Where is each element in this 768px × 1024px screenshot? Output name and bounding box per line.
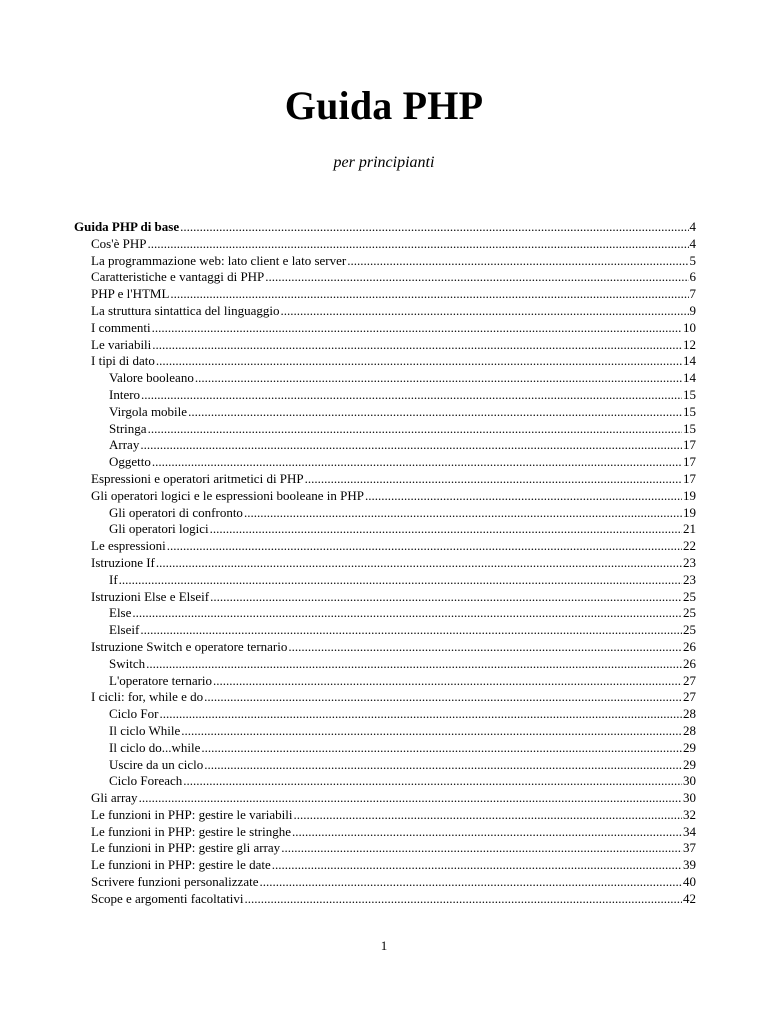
toc-entry[interactable] [74, 689, 696, 706]
toc-dot-leader [292, 824, 682, 841]
toc-subentry[interactable] [74, 387, 696, 404]
toc-entry-page: 14 [683, 353, 696, 369]
toc-entry-title: Array [109, 437, 140, 453]
toc-entry[interactable] [74, 589, 696, 606]
toc-dot-leader [119, 572, 682, 589]
toc-entry-title: Scope e argomenti facoltativi [91, 890, 244, 906]
toc-subentry[interactable] [74, 370, 696, 387]
toc-dot-leader [244, 891, 682, 908]
toc-dot-leader [244, 505, 682, 522]
toc-dot-leader [180, 219, 688, 236]
toc-entry-page: 23 [683, 571, 696, 587]
toc-entry-page: 17 [683, 454, 696, 470]
toc-dot-leader [265, 269, 688, 286]
toc-entry-title: Le funzioni in PHP: gestire gli array [91, 840, 281, 856]
toc-entry[interactable] [74, 538, 696, 555]
toc-dot-leader [152, 337, 682, 354]
toc-entry-page: 28 [683, 722, 696, 738]
toc-entry-title: Guida PHP di base [74, 219, 180, 234]
toc-subentry[interactable] [74, 706, 696, 723]
toc-entry-page: 29 [683, 756, 696, 772]
toc-entry-page: 4 [689, 235, 696, 251]
toc-entry-page: 39 [683, 857, 696, 873]
toc-entry-page: 25 [683, 588, 696, 604]
toc-subentry[interactable] [74, 773, 696, 790]
toc-entry-title: Virgola mobile [109, 403, 188, 419]
toc-entry-title: Intero [109, 386, 141, 402]
toc-entry-title: Oggetto [109, 454, 151, 470]
toc-entry[interactable] [74, 840, 696, 857]
toc-entry[interactable] [74, 337, 696, 354]
toc-subentry[interactable] [74, 740, 696, 757]
toc-entry-page: 29 [683, 739, 696, 755]
toc-dot-leader [210, 589, 682, 606]
toc-entry-page: 15 [683, 403, 696, 419]
table-of-contents [74, 219, 696, 908]
toc-subentry[interactable] [74, 521, 696, 538]
toc-entry[interactable] [74, 236, 696, 253]
document-title: Guida PHP [284, 83, 484, 128]
toc-subentry[interactable] [74, 605, 696, 622]
toc-entry-page: 23 [683, 554, 696, 570]
toc-entry-title: I commenti [91, 319, 151, 335]
toc-entry-title: La struttura sintattica del linguaggio [91, 302, 280, 318]
toc-subentry[interactable] [74, 757, 696, 774]
toc-dot-leader [201, 740, 682, 757]
toc-entry-page: 40 [683, 874, 696, 890]
toc-entry-title: Le variabili [91, 336, 152, 352]
toc-entry-title: Istruzione Switch e operatore ternario [91, 638, 288, 654]
toc-entry-title: Il ciclo While [109, 722, 181, 738]
toc-entry[interactable] [74, 807, 696, 824]
toc-entry[interactable] [74, 857, 696, 874]
toc-entry[interactable] [74, 639, 696, 656]
toc-dot-leader [152, 320, 682, 337]
toc-entry-title: Scrivere funzioni personalizzate [91, 874, 259, 890]
toc-entry-page: 10 [683, 319, 696, 335]
toc-dot-leader [140, 622, 682, 639]
toc-entry-page: 25 [683, 605, 696, 621]
toc-dot-leader [188, 404, 682, 421]
toc-entry-page: 26 [683, 655, 696, 671]
toc-entry-title: Caratteristiche e vantaggi di PHP [91, 269, 265, 285]
toc-dot-leader [141, 387, 682, 404]
toc-entry-title: PHP e l'HTML [91, 286, 170, 302]
toc-entry-title: Gli operatori logici e le espressioni booleane in PHP [91, 487, 364, 503]
toc-dot-leader [181, 723, 682, 740]
toc-subentry[interactable] [74, 454, 696, 471]
toc-entry-page: 34 [683, 823, 696, 839]
toc-entry-page: 19 [683, 504, 696, 520]
toc-dot-leader [204, 757, 682, 774]
toc-entry-page: 7 [689, 286, 696, 302]
toc-entry-title: I tipi di dato [91, 353, 155, 369]
toc-dot-leader [305, 471, 682, 488]
toc-entry[interactable] [74, 488, 696, 505]
toc-entry-title: Gli operatori logici [109, 521, 209, 537]
toc-entry-title: Cos'è PHP [91, 235, 147, 251]
toc-dot-leader [204, 689, 682, 706]
toc-dot-leader [156, 353, 682, 370]
toc-subentry[interactable] [74, 505, 696, 522]
toc-dot-leader [210, 521, 682, 538]
toc-entry[interactable] [74, 269, 696, 286]
toc-dot-leader [281, 840, 682, 857]
toc-dot-leader [280, 303, 688, 320]
toc-entry-title: Le espressioni [91, 538, 166, 554]
toc-entry-page: 5 [689, 252, 696, 268]
toc-dot-leader [132, 605, 682, 622]
toc-dot-leader [365, 488, 682, 505]
toc-entry-page: 9 [689, 302, 696, 318]
toc-entry-page: 42 [683, 890, 696, 906]
toc-entry-title: Le funzioni in PHP: gestire le variabili [91, 806, 293, 822]
toc-entry[interactable] [74, 874, 696, 891]
toc-entry-page: 15 [683, 386, 696, 402]
toc-entry-page: 32 [683, 806, 696, 822]
toc-entry-title: Gli operatori di confronto [109, 504, 243, 520]
toc-dot-leader [347, 253, 688, 270]
toc-dot-leader [213, 673, 682, 690]
toc-dot-leader [139, 790, 682, 807]
toc-dot-leader [259, 874, 682, 891]
toc-entry-page: 12 [683, 336, 696, 352]
toc-entry-title: I cicli: for, while e do [91, 689, 204, 705]
toc-entry-title: Valore booleano [109, 370, 194, 386]
toc-entry-title: Istruzioni Else e Elseif [91, 588, 210, 604]
toc-entry-page: 17 [683, 470, 696, 486]
toc-entry[interactable] [74, 320, 696, 337]
toc-entry-page: 37 [683, 840, 696, 856]
toc-dot-leader [272, 857, 682, 874]
toc-entry-page: 30 [683, 773, 696, 789]
toc-entry-title: Elseif [109, 622, 140, 638]
toc-subentry[interactable] [74, 673, 696, 690]
page-number: 1 [380, 938, 388, 953]
toc-entry[interactable] [74, 353, 696, 370]
toc-dot-leader [195, 370, 682, 387]
toc-dot-leader [146, 656, 682, 673]
toc-dot-leader [152, 454, 682, 471]
toc-entry-page: 27 [683, 689, 696, 705]
toc-entry[interactable] [74, 790, 696, 807]
toc-entry-page: 14 [683, 370, 696, 386]
toc-entry-page: 25 [683, 622, 696, 638]
toc-entry-title: Ciclo Foreach [109, 773, 183, 789]
toc-entry-title: Istruzione If [91, 554, 155, 570]
toc-entry-title: Uscire da un ciclo [109, 756, 204, 772]
toc-dot-leader [170, 286, 688, 303]
toc-entry-title: La programmazione web: lato client e lato server [91, 252, 347, 268]
toc-entry-title: L'operatore ternario [109, 672, 213, 688]
toc-entry-page: 19 [683, 487, 696, 503]
toc-dot-leader [167, 538, 682, 555]
toc-dot-leader [140, 437, 682, 454]
toc-dot-leader [183, 773, 682, 790]
toc-entry-title: Le funzioni in PHP: gestire le date [91, 857, 271, 873]
toc-entry[interactable] [74, 471, 696, 488]
toc-entry-title: Switch [109, 655, 146, 671]
toc-entry[interactable] [74, 286, 696, 303]
toc-entry-title: Le funzioni in PHP: gestire le stringhe [91, 823, 292, 839]
toc-entry-page: 6 [689, 269, 696, 285]
toc-entry-title: Else [109, 605, 132, 621]
toc-entry[interactable] [74, 555, 696, 572]
toc-subentry[interactable] [74, 572, 696, 589]
toc-entry-title: Espressioni e operatori aritmetici di PHP [91, 470, 304, 486]
toc-subentry[interactable] [74, 437, 696, 454]
toc-dot-leader [288, 639, 682, 656]
toc-entry-title: Ciclo For [109, 706, 159, 722]
toc-dot-leader [159, 706, 682, 723]
toc-entry-page: 30 [683, 790, 696, 806]
toc-entry-page: 15 [683, 420, 696, 436]
toc-entry-title: If [109, 571, 118, 587]
toc-dot-leader [147, 236, 688, 253]
toc-entry-page: 22 [683, 538, 696, 554]
toc-entry-page: 21 [683, 521, 696, 537]
toc-dot-leader [156, 555, 682, 572]
toc-entry-page: 4 [689, 219, 696, 234]
toc-entry[interactable] [74, 253, 696, 270]
document-subtitle: per principianti [333, 154, 435, 171]
toc-entry-page: 28 [683, 706, 696, 722]
toc-subentry[interactable] [74, 622, 696, 639]
toc-entry[interactable] [74, 891, 696, 908]
toc-dot-leader [293, 807, 682, 824]
toc-section-heading[interactable] [74, 219, 696, 236]
toc-entry-title: Gli array [91, 790, 138, 806]
toc-entry-page: 17 [683, 437, 696, 453]
toc-entry[interactable] [74, 303, 696, 320]
toc-entry-page: 26 [683, 638, 696, 654]
toc-subentry[interactable] [74, 656, 696, 673]
toc-entry-title: Stringa [109, 420, 147, 436]
toc-entry[interactable] [74, 824, 696, 841]
toc-subentry[interactable] [74, 421, 696, 438]
toc-entry-page: 27 [683, 672, 696, 688]
toc-dot-leader [148, 421, 682, 438]
toc-entry-title: Il ciclo do...while [109, 739, 201, 755]
toc-subentry[interactable] [74, 723, 696, 740]
toc-subentry[interactable] [74, 404, 696, 421]
